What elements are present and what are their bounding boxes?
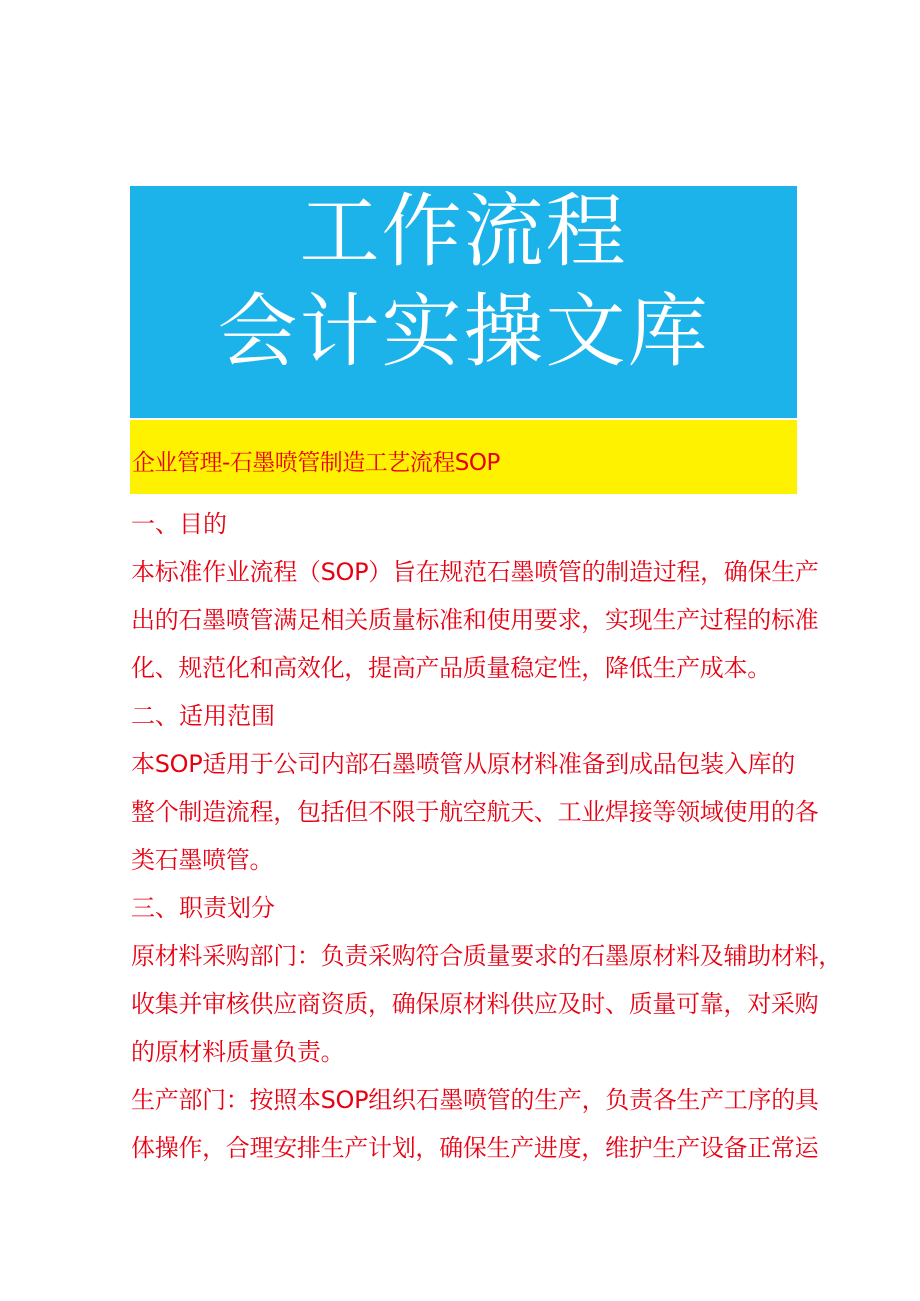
section-scope-paragraph — [131, 740, 819, 884]
paragraph-line: 体操作，合理安排生产计划，确保生产进度，维护生产设备正常运 — [131, 1134, 819, 1162]
section-heading-purpose: 一、目的 — [131, 510, 227, 538]
section-heading-scope: 二、适用范围 — [131, 702, 275, 730]
paragraph-line: 类石墨喷管。 — [131, 846, 274, 874]
title-banner — [130, 186, 797, 418]
document-body — [131, 500, 842, 1172]
section-heading-responsibilities: 三、职责划分 — [131, 894, 275, 922]
document-subtitle: 企业管理-石墨喷管制造工艺流程SOP — [132, 450, 500, 476]
paragraph-line: 本SOP适用于公司内部石墨喷管从原材料准备到成品包装入库的 — [131, 750, 795, 778]
paragraph-line: 的原材料质量负责。 — [131, 1038, 345, 1066]
responsibility-procurement-paragraph — [131, 932, 842, 1076]
paragraph-line: 整个制造流程，包括但不限于航空航天、工业焊接等领域使用的各 — [131, 798, 819, 826]
banner-title-line1: 工作流程 — [299, 185, 628, 278]
paragraph-line: 本标准作业流程（SOP）旨在规范石墨喷管的制造过程，确保生产 — [131, 558, 819, 586]
section-purpose-paragraph — [131, 548, 819, 692]
paragraph-line: 出的石墨喷管满足相关质量标准和使用要求，实现生产过程的标准 — [131, 606, 819, 634]
paragraph-line: 生产部门：按照本SOP组织石墨喷管的生产，负责各生产工序的具 — [131, 1086, 819, 1114]
responsibility-production-paragraph — [131, 1076, 819, 1172]
subtitle-bar — [130, 420, 797, 494]
banner-title-line2: 会计实操文库 — [217, 285, 710, 378]
paragraph-line: 原材料采购部门：负责采购符合质量要求的石墨原材料及辅助材料， — [131, 942, 842, 970]
paragraph-line: 收集并审核供应商资质，确保原材料供应及时、质量可靠，对采购 — [131, 990, 819, 1018]
paragraph-line: 化、规范化和高效化，提高产品质量稳定性，降低生产成本。 — [131, 654, 771, 682]
